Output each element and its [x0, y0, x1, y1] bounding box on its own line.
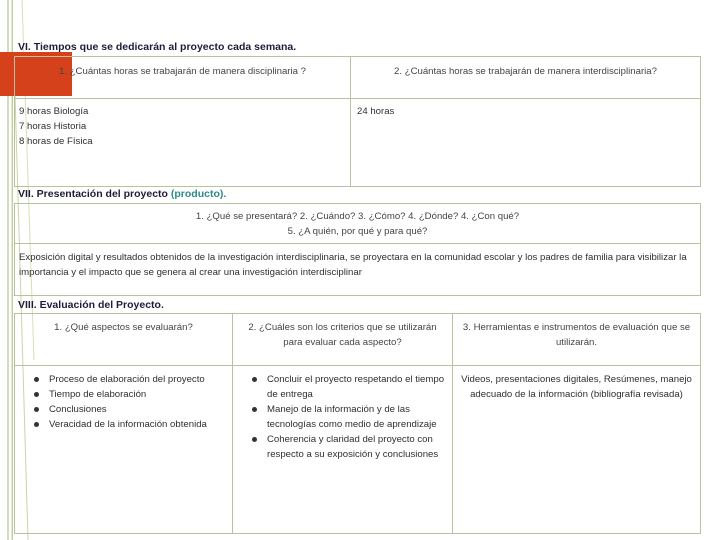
presentation-questions-line1: 1. ¿Qué se presentará? 2. ¿Cuándo? 3. ¿Cómo? 4. ¿Dónde? 4. ¿Con qué? [195, 211, 520, 222]
section-vii-table [14, 203, 701, 296]
tools-header: 3. Herramientas e instrumentos de evaluación que se utilizarán. [453, 314, 701, 366]
list-item: Tiempo de elaboración [49, 387, 226, 402]
interdisciplinary-hours-value: 24 horas [351, 99, 701, 187]
hours-biology: 9 horas Biología [19, 106, 89, 117]
section-viii-table [14, 313, 701, 534]
interdisciplinary-hours-header: 2. ¿Cuántas horas se trabajarán de manera interdisciplinaria? [351, 57, 701, 99]
section-viii-title: VIII. Evaluación del Proyecto. [18, 299, 164, 311]
list-item: Veracidad de la información obtenida [49, 417, 226, 432]
section-vi-title: VI. Tiempos que se dedicarán al proyecto cada semana. [18, 41, 297, 53]
tools-value: Videos, presentaciones digitales, Resúmenes, manejo adecuado de la información (bibliografía revisada) [453, 366, 701, 534]
disciplinary-hours-header: 1. ¿Cuántas horas se trabajarán de manera disciplinaria ? [15, 57, 351, 99]
list-item: Proceso de elaboración del proyecto [49, 372, 226, 387]
list-item: Manejo de la información y de las tecnologías como medio de aprendizaje [267, 402, 446, 432]
disciplinary-hours-cell [15, 99, 351, 187]
section-vii-title-accent: (producto). [170, 188, 227, 200]
list-item: Concluir el proyecto respetando el tiempo de entrega [267, 374, 445, 400]
aspects-list [19, 372, 226, 432]
aspects-cell [15, 366, 233, 534]
criteria-header: 2. ¿Cuáles son los criterios que se utilizarán para evaluar cada aspecto? [233, 314, 453, 366]
criteria-cell [233, 366, 453, 534]
list-item: Coherencia y claridad del proyecto con respecto a su exposición y conclusiones [267, 432, 446, 462]
presentation-questions [15, 204, 701, 244]
section-vi-table [14, 56, 701, 187]
hours-history: 7 horas Historia [19, 121, 87, 132]
presentation-answer: Exposición digital y resultados obtenidos de la investigación interdisciplinaria, se proyectara en la comunidad escolar y los padres de familia para visibilizar la importancia y el impacto que se genera al crear una investigación interdisciplinar [15, 244, 701, 296]
hours-physics: 8 horas de Física [19, 136, 93, 147]
aspects-header: 1. ¿Qué aspectos se evaluarán? [15, 314, 233, 366]
section-vii-title-main: VII. Presentación del proyecto [18, 188, 171, 200]
presentation-questions-line2: 5. ¿A quién, por qué y para qué? [287, 226, 428, 237]
criteria-list [237, 372, 446, 462]
list-item: Conclusiones [49, 402, 226, 417]
section-vii-title [18, 188, 226, 200]
